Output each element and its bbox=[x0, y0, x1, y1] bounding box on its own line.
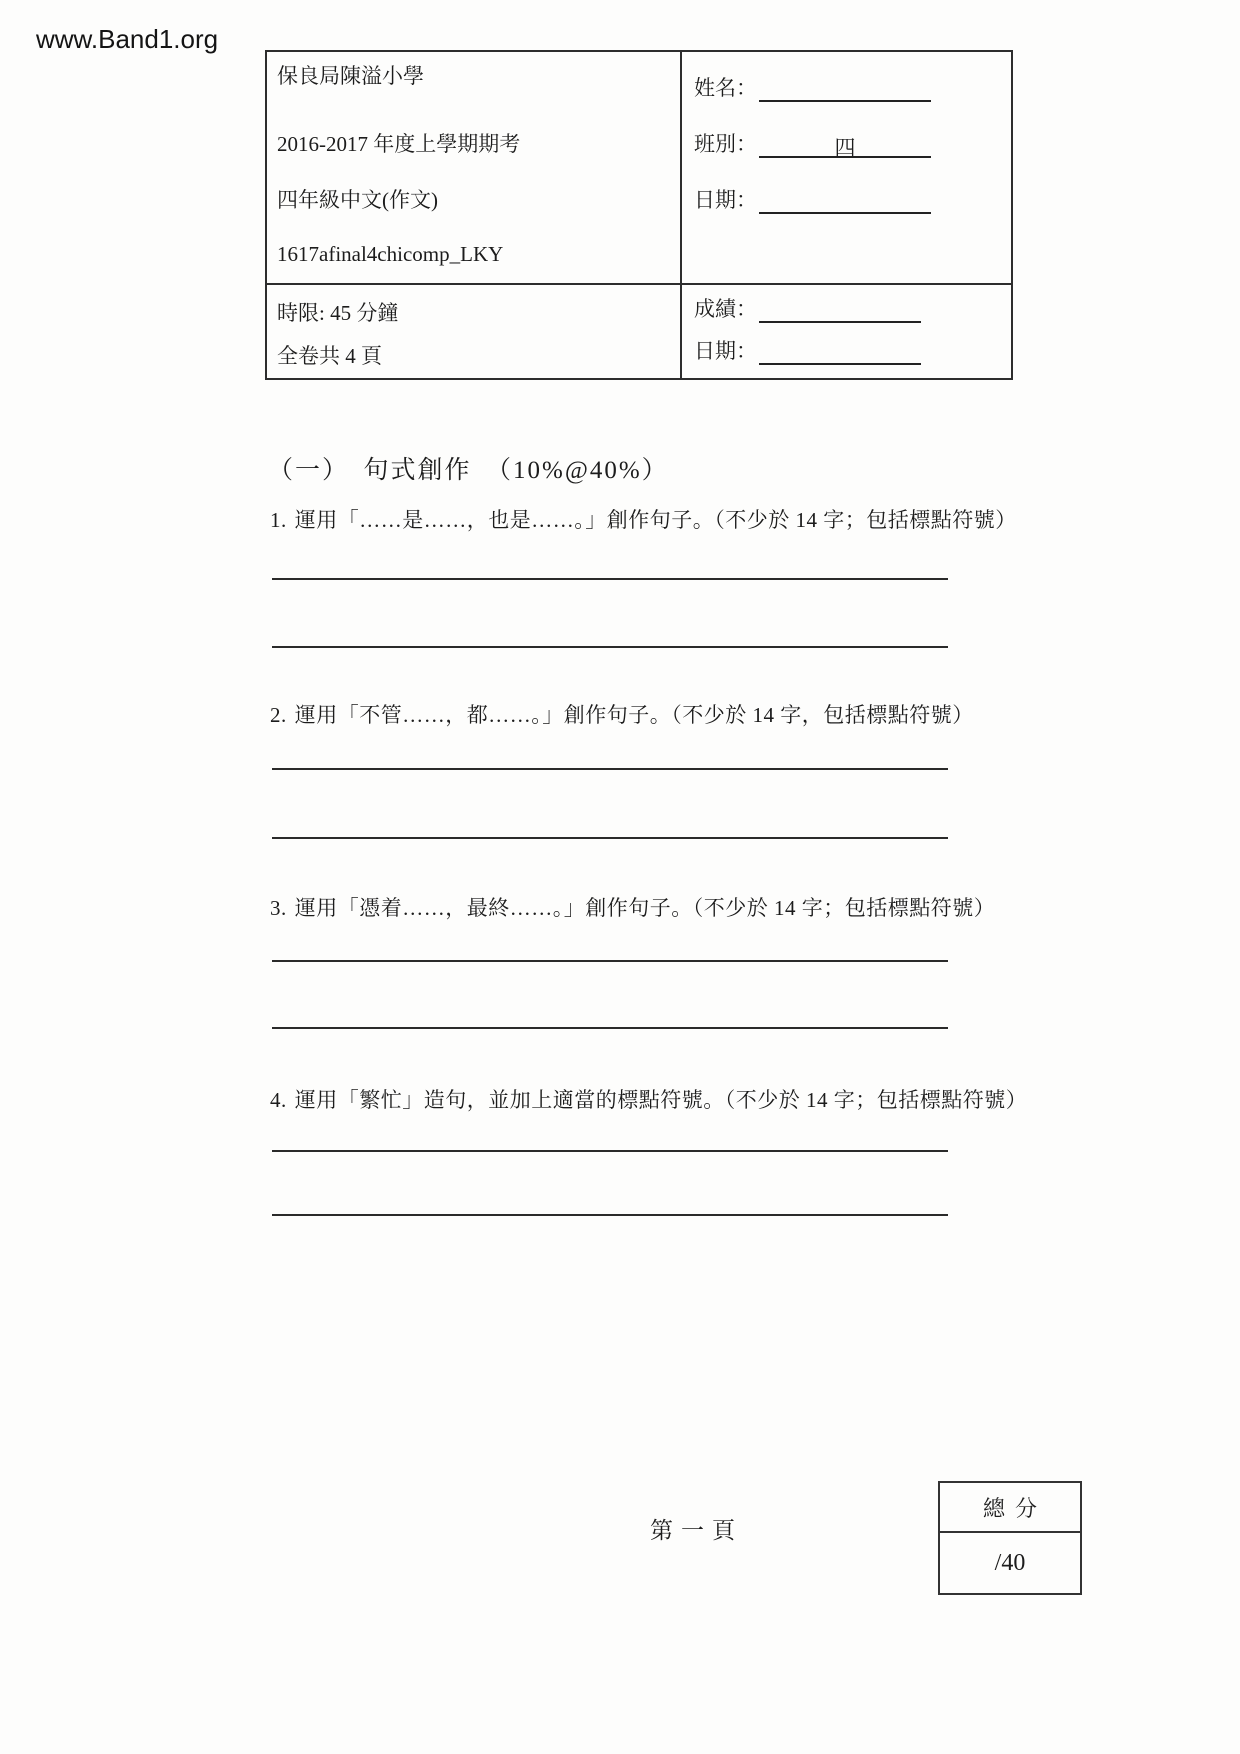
total-pages: 全卷共 4 頁 bbox=[277, 344, 382, 368]
question-1-number: 1. bbox=[270, 508, 287, 532]
header-table bbox=[265, 50, 1013, 380]
watermark: www.Band1.org bbox=[36, 24, 219, 54]
answer-line-4b bbox=[272, 1214, 948, 1216]
score-field bbox=[694, 293, 921, 323]
question-2-number: 2. bbox=[270, 703, 287, 727]
date-field bbox=[694, 184, 931, 214]
header-cell-student bbox=[682, 52, 1011, 285]
answer-line-1b bbox=[272, 646, 948, 648]
total-score-value: /40 bbox=[994, 1549, 1026, 1576]
question-2 bbox=[270, 699, 974, 729]
question-4-text: 運用「繁忙」造句，並加上適當的標點符號。（不少於 14 字；包括標點符號） bbox=[294, 1088, 1028, 1112]
header-cell-info bbox=[267, 52, 682, 285]
total-score-title: 總分 bbox=[940, 1483, 1080, 1533]
school-name: 保良局陳溢小學 bbox=[277, 64, 424, 88]
score-date-field bbox=[694, 335, 921, 365]
score-date-write-line bbox=[759, 339, 921, 365]
date-label: 日期： bbox=[694, 188, 757, 212]
total-score-box bbox=[938, 1481, 1082, 1595]
class-field bbox=[694, 128, 931, 158]
question-3-text: 運用「憑着……，最終……。」創作句子。（不少於 14 字；包括標點符號） bbox=[294, 896, 996, 920]
score-label: 成績： bbox=[694, 297, 757, 321]
answer-line-3a bbox=[272, 960, 948, 962]
question-4 bbox=[270, 1084, 1027, 1114]
date-write-line bbox=[759, 188, 931, 214]
name-write-line bbox=[759, 76, 931, 102]
exam-title: 2016-2017 年度上學期期考 bbox=[277, 132, 521, 156]
name-field bbox=[694, 72, 931, 102]
name-label: 姓名： bbox=[694, 76, 757, 100]
section-title: （一） 句式創作 （10%@40%） bbox=[268, 457, 669, 484]
score-date-label: 日期： bbox=[694, 339, 757, 363]
answer-line-2a bbox=[272, 768, 948, 770]
question-3 bbox=[270, 892, 995, 922]
header-cell-duration bbox=[267, 285, 682, 378]
subject-title: 四年級中文(作文) bbox=[277, 188, 438, 212]
class-label: 班別： bbox=[694, 132, 757, 156]
answer-line-1a bbox=[272, 578, 948, 580]
page-number: 第一頁 bbox=[650, 1518, 743, 1543]
question-2-text: 運用「不管……，都……。」創作句子。（不少於 14 字，包括標點符號） bbox=[294, 703, 974, 727]
answer-line-4a bbox=[272, 1150, 948, 1152]
answer-line-3b bbox=[272, 1027, 948, 1029]
time-limit: 時限: 45 分鐘 bbox=[277, 301, 399, 325]
paper-code: 1617afinal4chicomp_LKY bbox=[277, 242, 504, 266]
score-write-line bbox=[759, 297, 921, 323]
class-write-line: 四 bbox=[759, 132, 931, 158]
question-3-number: 3. bbox=[270, 896, 287, 920]
question-1-text: 運用「……是……，也是……。」創作句子。（不少於 14 字；包括標點符號） bbox=[294, 508, 1017, 532]
answer-line-2b bbox=[272, 837, 948, 839]
question-1 bbox=[270, 504, 1017, 534]
header-cell-score bbox=[682, 285, 1011, 378]
question-4-number: 4. bbox=[270, 1088, 287, 1112]
